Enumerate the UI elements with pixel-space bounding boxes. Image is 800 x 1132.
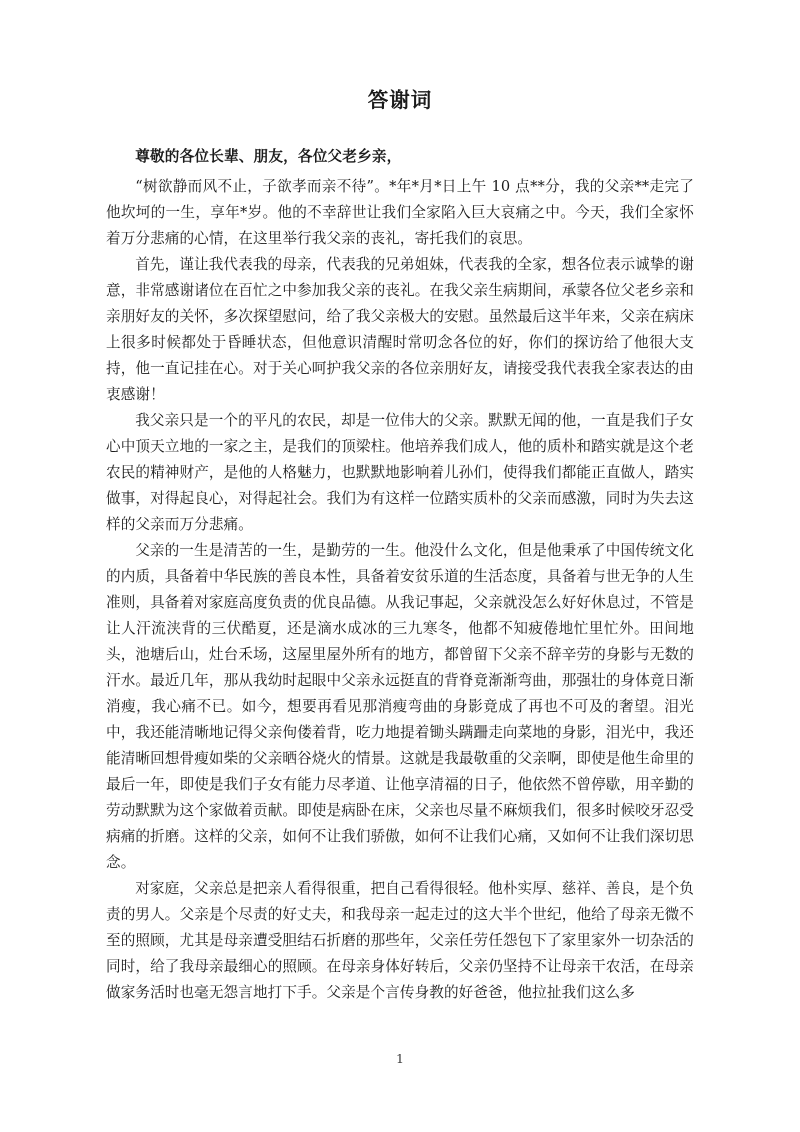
body-paragraph-4: 父亲的一生是清苦的一生，是勤劳的一生。他没什么文化，但是他秉承了中国传统文化的内质，具备着中华民族的善良本性，具备着安贫乐道的生活态度，具备着与世无争的人生准则，具备着对家庭高度负责的优良品德。从我记事起，父亲就没怎么好好休息过，不管是让人汗流浃背的三伏酷夏，还是滴水成冰的三九寒冬，他都不知疲倦地忙里忙外。田间地头，池塘后山，灶台禾场，这屋里屋外所有的地方，都曾留下父亲不辞辛劳的身影与无数的汗水。最近几年，那从我幼时起眼中父亲永远挺直的背脊竟渐渐弯曲，那强壮的身体竟日渐消瘦，我心痛不已。如今，想要再看见那消瘦弯曲的身影竟成了再也不可及的奢望。泪光中，我还能清晰地记得父亲佝偻着背，吃力地提着锄头蹒跚走向菜地的身影，泪光中，我还能清晰回想骨瘦如柴的父亲晒谷烧火的情景。这就是我最敬重的父亲啊，即使是他生命里的最后一年，即使是我们子女有能力尽孝道、让他享清福的日子，他依然不曾停歇，用辛勤的劳动默默为这个家做着贡献。即使是病卧在床，父亲也尽量不麻烦我们，很多时候咬牙忍受病痛的折磨。这样的父亲，如何不让我们骄傲，如何不让我们心痛，又如何不让我们深切思念。 [106,541,694,871]
page-title: 答谢词 [367,88,433,112]
body-paragraph-1: “树欲静而风不止，子欲孝而亲不待”。*年*月*日上午 10 点**分，我的父亲**走完了他坎坷的一生，享年*岁。他的不幸辞世让我们全家陷入巨大哀痛之中。今天，我们全家怀着万分悲痛的心情，在这里举行我父亲的丧礼，寄托我们的哀思。 [106,177,694,247]
page-number: 1 [396,1051,404,1066]
salutation-line: 尊敬的各位长辈、朋友，各位父老乡亲， [135,147,402,165]
body-paragraph-3: 我父亲只是一个的平凡的农民，却是一位伟大的父亲。默默无闻的他，一直是我们子女心中顶天立地的一家之主，是我们的顶梁柱。他培养我们成人，他的质朴和踏实就是这个老农民的精神财产，是他的人格魅力，也默默地影响着儿孙们，使得我们都能正直做人，踏实做事，对得起良心，对得起社会。我们为有这样一位踏实质朴的父亲而感激，同时为失去这样的父亲而万分悲痛。 [106,411,694,533]
page-content-area [106,0,694,1006]
body-paragraph-2: 首先，谨让我代表我的母亲，代表我的兄弟姐妹，代表我的全家，想各位表示诚挚的谢意，非常感谢诸位在百忙之中参加我父亲的丧礼。在我父亲生病期间，承蒙各位父老乡亲和亲朋好友的关怀，多次探望慰问，给了我父亲极大的安慰。虽然最后这半年来，父亲在病床上很多时候都处于昏睡状态，但他意识清醒时常叨念各位的好，你们的探访给了他很大支持，他一直记挂在心。对于关心呵护我父亲的各位亲朋好友，请接受我代表我全家表达的由衷感谢！ [106,255,694,403]
body-paragraph-5: 对家庭，父亲总是把亲人看得很重，把自己看得很轻。他朴实厚、慈祥、善良，是个负责的男人。父亲是个尽责的好丈夫，和我母亲一起走过的这大半个世纪，他给了母亲无微不至的照顾，尤其是母亲遭受胆结石折磨的那些年，父亲任劳任怨包下了家里家外一切杂活的同时，给了我母亲最细心的照顾。在母亲身体好转后，父亲仍坚持不让母亲干农活，在母亲做家务活时也毫无怨言地打下手。父亲是个言传身教的好爸爸，他拉扯我们这么多 [106,879,694,1001]
